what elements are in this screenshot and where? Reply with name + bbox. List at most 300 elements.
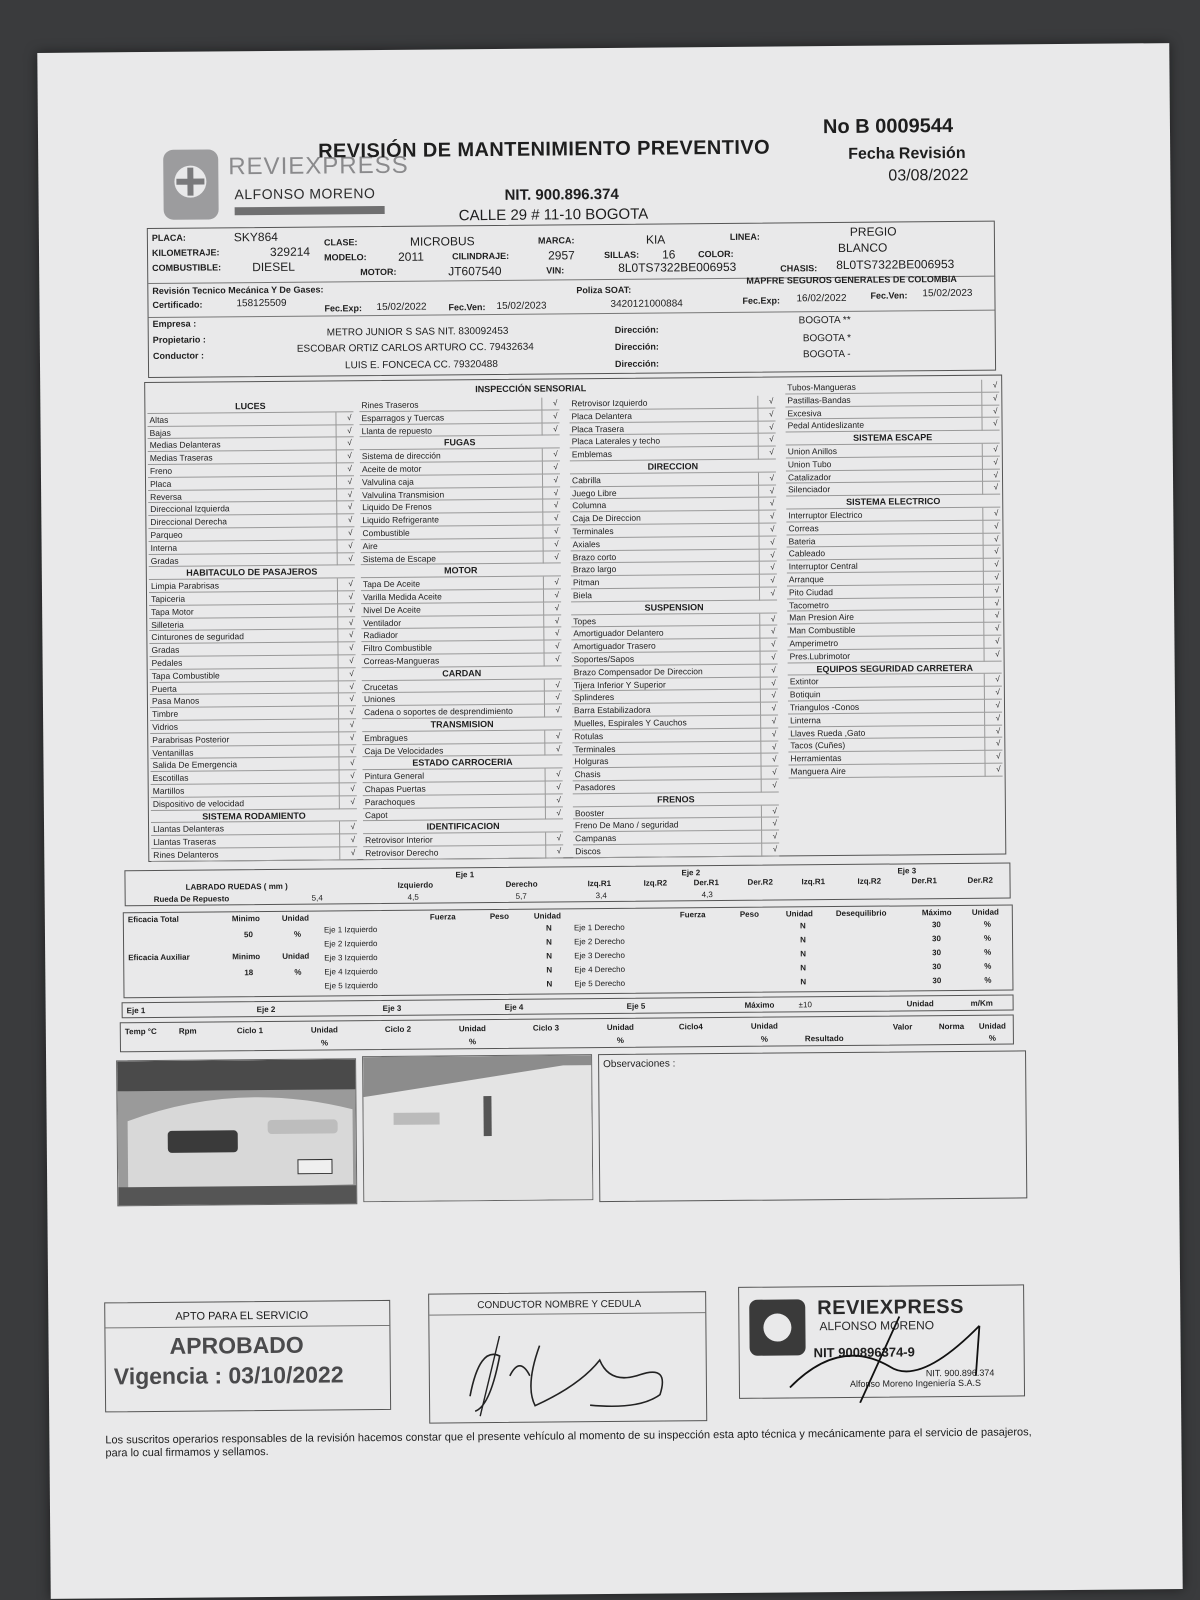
section-header: SUSPENSION <box>571 600 777 615</box>
checkmark-icon: √ <box>770 626 776 636</box>
checkmark-icon: √ <box>347 489 353 499</box>
inspection-item-label: Gradas <box>150 555 179 566</box>
approval-box <box>104 1300 391 1412</box>
checkmark-icon: √ <box>771 678 776 688</box>
inspection-item-label: Rines Delanteros <box>153 849 219 860</box>
document-sheet <box>37 43 1182 1599</box>
checkmark-icon: √ <box>556 769 561 779</box>
pct-1: % <box>293 929 302 939</box>
checkmark-icon: √ <box>553 488 559 498</box>
inspection-item-label: Juego Libre <box>572 487 617 498</box>
e3-derr1-header: Der.R1 <box>911 876 937 886</box>
inspection-item-label: Cabrilla <box>571 474 601 486</box>
direccion-propietario: BOGOTA * <box>802 332 852 345</box>
inspection-item-label: Vidrios <box>152 721 179 732</box>
inspection-item <box>360 423 560 438</box>
vin-label: VIN: <box>546 265 565 276</box>
e2-izqr1-header: Izq.R1 <box>587 878 612 889</box>
inspection-item <box>786 482 1000 497</box>
checkmark-icon: √ <box>994 623 1000 633</box>
inspection-item-label: Pasa Manos <box>151 695 200 707</box>
checkmark-icon: √ <box>994 559 999 569</box>
review-date-label: Fecha Revisión <box>848 144 966 163</box>
checkmark-icon: √ <box>556 846 562 856</box>
inspection-item-label: Tapiceria <box>151 593 186 604</box>
conductor-label: Conductor : <box>152 350 204 361</box>
inspection-item-label: Placa <box>149 478 172 489</box>
checkmark-icon: √ <box>772 767 777 777</box>
inspection-item <box>361 551 561 566</box>
unidad-label-2: Unidad <box>282 951 310 961</box>
inspection-item-label: Terminales <box>572 525 614 537</box>
inspection-item-label: Combustible <box>362 527 410 539</box>
certificado-label: Certificado: <box>152 299 203 310</box>
section-header: FRENOS <box>573 792 779 807</box>
unidad-c3: Unidad <box>606 1022 634 1033</box>
pct-c3: % <box>616 1035 625 1045</box>
checkmark-icon: √ <box>348 541 353 551</box>
brake-right-axle: Eje 3 Derecho <box>574 950 625 961</box>
checkmark-icon: √ <box>993 406 998 416</box>
section-header: TRANSMISION <box>362 717 562 732</box>
checkmark-icon: √ <box>771 652 776 662</box>
inspection-item-label: Tapa Combustible <box>151 670 220 681</box>
inspection-item <box>363 807 563 822</box>
combustible-value: DIESEL <box>252 259 295 275</box>
cilindraje-value: 2957 <box>548 248 575 263</box>
checkmark-icon: √ <box>994 572 999 582</box>
checkmark-icon: √ <box>347 425 352 435</box>
inspection-item-label: Ventanillas <box>152 747 194 758</box>
der-header: Derecho <box>505 879 538 889</box>
soat-fecven-label: Fec.Ven: <box>870 290 908 301</box>
inspection-item-label: Gradas <box>151 644 180 656</box>
brake-max-value: 30 <box>932 948 942 958</box>
checkmark-icon: √ <box>348 617 354 627</box>
inspection-item <box>786 418 1000 433</box>
inspection-item-label: Llaves Rueda ,Gato <box>790 727 866 738</box>
checkmark-icon: √ <box>772 806 777 816</box>
checkmark-icon: √ <box>554 526 559 536</box>
checkmark-icon: √ <box>772 844 778 854</box>
row-unidad: Unidad <box>906 999 934 1009</box>
rpm-label: Rpm <box>178 1026 197 1036</box>
inspection-item-label: Direccional Izquierda <box>150 503 230 515</box>
inspection-item-label: Biela <box>572 590 592 601</box>
ciclo2-label: Ciclo 2 <box>384 1024 412 1034</box>
unidad-label-1: Unidad <box>281 913 309 923</box>
checkmark-icon: √ <box>992 380 998 390</box>
inspection-item-label: Linterna <box>790 714 821 726</box>
inspection-item-label: Brazo corto <box>572 551 617 562</box>
brake-max-unit: % <box>984 961 992 971</box>
pct-c4: % <box>760 1034 769 1044</box>
row-eje2: Eje 2 <box>256 1004 276 1015</box>
inspection-item-label: Tacos (Cuñes) <box>790 740 846 751</box>
brake-max-unit: % <box>983 919 992 929</box>
inspector-signature <box>779 1305 1020 1403</box>
validity-date: Vigencia : 03/10/2022 <box>113 1361 344 1390</box>
e2-derr2-header: Der.R2 <box>747 877 773 887</box>
brake-max-value: 30 <box>931 920 941 930</box>
checkmark-icon: √ <box>771 729 777 739</box>
inspection-item <box>149 553 355 568</box>
wrench-logo-icon <box>158 131 229 232</box>
inspection-item-label: Brazo largo <box>572 564 617 575</box>
checkmark-icon: √ <box>772 831 778 841</box>
checkmark-icon: √ <box>770 575 775 585</box>
logo-bar <box>235 206 385 215</box>
inspection-item-label: Columna <box>572 500 607 511</box>
inspection-item-label: Retrovisor Izquierdo <box>571 397 648 409</box>
document-title: REVISIÓN DE MANTENIMIENTO PREVENTIVO <box>318 136 771 163</box>
observaciones-label: Observaciones : <box>603 1058 676 1071</box>
inspection-item-label: Interruptor Central <box>788 560 858 572</box>
inspection-item-label: Holguras <box>574 756 609 767</box>
inspection-column-4 <box>785 380 1002 779</box>
checkmark-icon: √ <box>553 500 559 510</box>
checkmark-icon: √ <box>994 585 1000 595</box>
ciclo3-label: Ciclo 3 <box>532 1023 560 1033</box>
inspection-item-label: Freno De Mano / seguridad <box>574 819 679 831</box>
inspection-item-label: Rines Traseros <box>361 399 419 411</box>
inspection-item <box>571 587 777 602</box>
logo-brand: REVIEXPRESS <box>228 151 409 181</box>
checkmark-icon: √ <box>554 539 559 549</box>
checkmark-icon: √ <box>350 822 356 832</box>
brake-right-axle: Eje 5 Derecho <box>574 978 626 989</box>
company-nit: NIT. 900.896.374 <box>504 185 619 204</box>
inspection-item-label: Amperimetro <box>789 637 839 649</box>
brake-left-unit: N <box>546 979 553 989</box>
temp-row <box>120 1014 1014 1052</box>
soat-fecven: 15/02/2023 <box>922 287 973 300</box>
checkmark-icon: √ <box>993 508 999 518</box>
inspection-item-label: Altas <box>149 414 169 425</box>
checkmark-icon: √ <box>349 732 355 742</box>
brake-left-unit: N <box>546 965 553 975</box>
section-header: SISTEMA RODAMIENTO <box>151 809 357 824</box>
inspection-item-label: Emblemas <box>571 449 612 460</box>
soat-fecexp: 16/02/2022 <box>796 292 847 305</box>
e3-derr2-header: Der.R2 <box>967 875 993 885</box>
brake-max-value: 30 <box>932 962 942 972</box>
checkmark-icon: √ <box>995 687 1000 697</box>
unidad-label-r2: Unidad <box>978 1021 1006 1031</box>
brake-right-unit: N <box>800 949 806 959</box>
unidad-c2: Unidad <box>458 1024 486 1034</box>
izq-value: 4,5 <box>407 892 419 902</box>
checkmark-icon: √ <box>772 818 778 828</box>
vehicle-info-table <box>147 221 996 378</box>
direccion-label-2: Dirección: <box>614 341 659 352</box>
inspection-item-label: Pito Ciudad <box>788 586 834 598</box>
rtm-fecexp-label: Fec.Exp: <box>324 303 363 314</box>
checkmark-icon: √ <box>993 444 998 454</box>
certificado-value: 158125509 <box>236 297 287 310</box>
direccion-conductor: BOGOTA - <box>802 348 851 361</box>
inspection-item-label: Retrovisor Interior <box>365 834 433 846</box>
inspection-item-label: Correas <box>788 522 819 534</box>
inspection-item-label: Salida De Emergencia <box>152 759 238 771</box>
brake-left-unit: N <box>546 951 552 961</box>
inspection-item-label: Rotulas <box>574 730 604 742</box>
linea-value: PREGIO <box>849 224 897 239</box>
checkmark-icon: √ <box>554 552 559 562</box>
section-header: LUCES <box>147 399 353 414</box>
brakes-table <box>123 904 1014 998</box>
unidad-label-r: Unidad <box>785 909 813 919</box>
checkmark-icon: √ <box>349 656 354 666</box>
brake-right-unit: N <box>800 977 807 987</box>
desequilibrio-label: Desequilibrio <box>835 908 887 919</box>
checkmark-icon: √ <box>554 628 560 638</box>
checkmark-icon: √ <box>348 592 354 602</box>
inspection-item-label: Crucetas <box>363 681 398 692</box>
inspection-item-label: Caja De Direccion <box>572 512 641 524</box>
checkmark-icon: √ <box>347 464 352 474</box>
eje3-header: Eje 3 <box>897 866 917 876</box>
stamp-subtitle: ALFONSO MORENO <box>819 1318 935 1334</box>
checkmark-icon: √ <box>555 743 561 753</box>
checkmark-icon: √ <box>348 553 353 563</box>
inspection-item-label: Retrovisor Derecho <box>365 847 439 859</box>
eficacia-total-label: Eficacia Total <box>127 914 179 925</box>
inspection-item-label: Llanta de repuesto <box>361 425 433 436</box>
inspection-item <box>151 796 357 811</box>
inspection-item-label: Medias Delanteras <box>149 439 221 451</box>
inspection-item-label: Bateria <box>788 535 816 546</box>
checkmark-icon: √ <box>555 654 560 664</box>
checkmark-icon: √ <box>350 758 355 768</box>
section-header: IDENTIFICACION <box>363 820 563 835</box>
km-value: 329214 <box>269 244 311 259</box>
inspection-item <box>573 779 779 794</box>
norma-label: Norma <box>938 1021 965 1032</box>
inspection-item-label: Timbre <box>152 708 179 720</box>
checkmark-icon: √ <box>771 665 776 675</box>
inspection-item-label: Tapa Motor <box>151 606 194 617</box>
checkmark-icon: √ <box>769 473 775 483</box>
row-mkm: m/Km <box>970 998 993 1008</box>
driver-signature-label: CONDUCTOR NOMBRE Y CEDULA <box>477 1298 642 1312</box>
inspection-column-1 <box>147 399 357 861</box>
linea-label: LINEA: <box>729 231 760 242</box>
checkmark-icon: √ <box>771 690 776 700</box>
vehicle-front-image <box>117 1059 357 1206</box>
brake-right-axle: Eje 2 Derecho <box>574 936 625 947</box>
direccion-empresa: BOGOTA ** <box>798 314 851 327</box>
unidad-label-l: Unidad <box>533 911 561 921</box>
inspection-item <box>151 847 357 862</box>
checkmark-icon: √ <box>554 603 560 613</box>
inspection-item-label: Splinderes <box>573 692 615 703</box>
vehicle-side-image <box>363 1055 593 1202</box>
unidad-label-max: Unidad <box>971 907 999 917</box>
inspection-item-label: Excesiva <box>787 407 822 419</box>
inspection-item-label: Direccional Derecha <box>150 516 227 528</box>
brake-left-axle: Eje 5 Izquierdo <box>324 981 378 991</box>
inspection-item-label: Botiquin <box>789 689 821 700</box>
section-header: MOTOR <box>361 564 561 579</box>
inspection-item-label: Pedal Antideslizante <box>787 420 865 431</box>
brake-right-unit: N <box>800 935 806 945</box>
checkmark-icon: √ <box>995 713 1001 723</box>
brake-max-value: 30 <box>932 976 942 986</box>
inspection-item-label: Valvulina caja <box>361 476 414 487</box>
checkmark-icon: √ <box>993 418 998 429</box>
driver-signature-box <box>428 1291 707 1423</box>
inspection-item-label: Soportes/Sapos <box>573 653 635 665</box>
inspection-item-label: Pastillas-Bandas <box>787 394 851 406</box>
row-eje1: Eje 1 <box>126 1006 146 1016</box>
checkmark-icon: √ <box>769 409 774 419</box>
inspection-item-label: Muelles, Espirales Y Cauchos <box>574 717 687 729</box>
sillas-value: 16 <box>661 247 676 262</box>
inspection-item-label: Pintura General <box>364 770 425 782</box>
checkmark-icon: √ <box>556 782 561 792</box>
inspection-item-label: Discos <box>575 845 601 857</box>
soat-label: Poliza SOAT: <box>576 284 632 296</box>
inspection-item-label: Cadena o soportes de desprendimiento <box>363 705 513 718</box>
inspection-item-label: Llantas Delanteras <box>153 823 224 835</box>
checkmark-icon: √ <box>350 771 355 781</box>
inspection-item <box>362 705 562 720</box>
conductor-value: LUIS E. FONCECA CC. 79320488 <box>344 358 498 372</box>
inspection-item-label: Reversa <box>150 491 182 502</box>
checkmark-icon: √ <box>348 630 354 640</box>
checkmark-icon: √ <box>552 398 558 408</box>
peso-label-r: Peso <box>739 909 759 919</box>
inspection-item-label: Cinturones de seguridad <box>151 631 245 643</box>
inspection-item-label: Axiales <box>572 538 601 550</box>
unidad-c1: Unidad <box>310 1025 338 1035</box>
inspection-item-label: Radiador <box>363 630 398 641</box>
combustible-label: COMBUSTIBLE: <box>152 262 222 273</box>
row-eje5: Eje 5 <box>626 1001 646 1011</box>
modelo-value: 2011 <box>398 249 424 264</box>
e2-izqr2-header: Izq.R2 <box>643 878 668 888</box>
checkmark-icon: √ <box>553 449 558 459</box>
checkmark-icon: √ <box>349 681 354 691</box>
checkmark-icon: √ <box>994 610 1000 620</box>
checkmark-icon: √ <box>554 577 559 587</box>
inspection-item-label: Caja De Velocidades <box>364 744 444 756</box>
checkmark-icon: √ <box>995 726 1001 736</box>
wheels-table <box>124 863 1010 907</box>
section-header: EQUIPOS SEGURIDAD CARRETERA <box>788 661 1002 676</box>
chasis-label: CHASIS: <box>780 263 818 274</box>
direccion-label-3: Dirección: <box>614 358 660 369</box>
inspection-item-label: Tubos-Mangueras <box>787 381 856 393</box>
inspection-table <box>144 375 1006 862</box>
pct-result: % <box>988 1033 997 1043</box>
inspection-item-label: Parqueo <box>150 529 183 540</box>
checkmark-icon: √ <box>350 784 355 794</box>
checkmark-icon: √ <box>771 703 777 713</box>
rtm-label: Revisión Tecnico Mecánica Y De Gases: <box>152 284 324 296</box>
brake-left-axle: Eje 3 Izquierdo <box>324 953 378 963</box>
chasis-value: 8L0TS7322BE006953 <box>836 256 955 273</box>
inspection-item-label: Silenciador <box>788 484 831 495</box>
checkmark-icon: √ <box>771 716 777 726</box>
inspection-item-label: Aceite de motor <box>361 463 422 475</box>
pct-2: % <box>294 967 302 977</box>
brake-right-axle: Eje 4 Derecho <box>574 964 626 975</box>
brake-right-axle: Eje 1 Derecho <box>573 922 625 933</box>
inspection-item-label: Martillos <box>152 785 185 796</box>
checkmark-icon: √ <box>770 537 775 547</box>
inspection-item-label: Extintor <box>789 676 819 687</box>
eje1-header: Eje 1 <box>455 870 475 880</box>
checkmark-icon: √ <box>772 754 777 764</box>
color-value: BLANCO <box>837 240 888 255</box>
checkmark-icon: √ <box>347 477 353 487</box>
section-header: SISTEMA ESCAPE <box>786 431 1000 446</box>
inspection-item-label: Pasadores <box>574 781 616 793</box>
cilindraje-label: CILINDRAJE: <box>452 250 510 262</box>
inspection-item-label: Chapas Puertas <box>364 783 426 795</box>
checkmark-icon: √ <box>553 424 558 434</box>
checkmark-icon: √ <box>555 731 561 741</box>
rtm-fecven: 15/02/2023 <box>496 300 547 312</box>
checkmark-icon: √ <box>348 604 354 615</box>
inspection-item-label: Amortiguador Delantero <box>573 627 664 639</box>
checkmark-icon: √ <box>556 833 562 843</box>
checkmark-icon: √ <box>770 588 776 598</box>
stamp-nit-printed: NIT. 900.896.374 <box>925 1367 995 1379</box>
e2-izqr1-value: 3,4 <box>595 891 607 901</box>
brake-max-unit: % <box>984 975 992 985</box>
apto-label: APTO PARA EL SERVICIO <box>175 1309 309 1323</box>
min-aux-value: 18 <box>244 968 254 978</box>
company-stamp-box <box>738 1284 1025 1398</box>
peso-label-l: Peso <box>489 911 509 922</box>
inspection-item-label: Medias Traseras <box>149 452 213 464</box>
inspection-item-label: Tapa De Aceite <box>362 578 421 590</box>
inspection-item <box>789 763 1003 778</box>
checkmark-icon: √ <box>993 470 999 480</box>
checkmark-icon: √ <box>769 447 774 457</box>
checkmark-icon: √ <box>555 705 561 715</box>
e3-izqr1-header: Izq.R1 <box>801 877 826 887</box>
maximo-label: Máximo <box>921 908 952 918</box>
checkmark-icon: √ <box>556 807 561 817</box>
brake-left-axle: Eje 2 Izquierdo <box>324 939 378 949</box>
inspection-item-label: Union Tubo <box>787 458 832 470</box>
checkmark-icon: √ <box>771 742 777 752</box>
section-header: SISTEMA ELECTRICO <box>786 495 1000 510</box>
brake-right-unit: N <box>800 963 807 973</box>
inspection-item-label: Man Presion Aire <box>789 612 855 623</box>
inspection-item-label: Pedales <box>151 657 183 668</box>
checkmark-icon: √ <box>770 562 775 572</box>
inspection-item-label: Aire <box>362 540 378 551</box>
logo-subtitle: ALFONSO MORENO <box>234 185 376 203</box>
inspection-item-label: Interna <box>150 542 178 553</box>
vin-value: 8L0TS7322BE006953 <box>618 259 737 275</box>
stamp-company: Alfonso Moreno Ingeniería S.A.S <box>849 1377 982 1389</box>
labrado-label: LABRADO RUEDAS ( mm ) <box>185 881 288 892</box>
temp-label: Temp °C <box>124 1026 157 1037</box>
inspection-item-label: Catalizador <box>787 471 832 483</box>
checkmark-icon: √ <box>554 590 560 600</box>
checkmark-icon: √ <box>349 720 355 730</box>
review-date: 03/08/2022 <box>888 166 969 185</box>
checkmark-icon: √ <box>347 515 353 525</box>
checkmark-icon: √ <box>347 502 353 512</box>
checkmark-icon: √ <box>347 438 352 448</box>
